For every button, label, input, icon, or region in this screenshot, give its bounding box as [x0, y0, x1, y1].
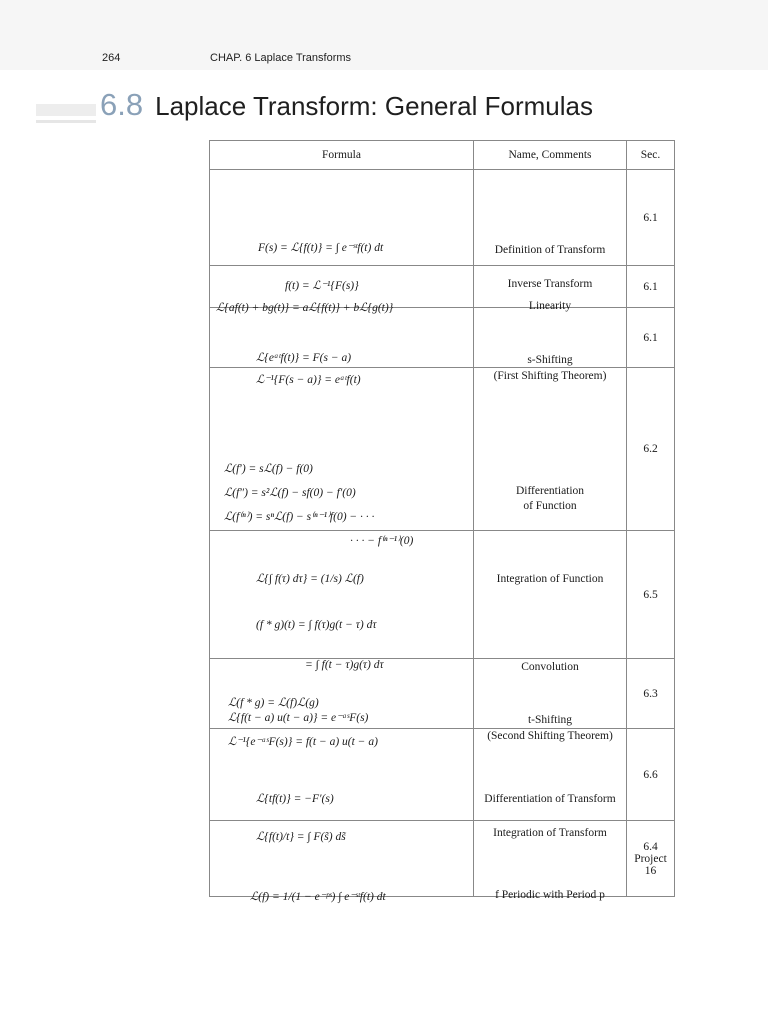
formula-line: ℒ(f′) = sℒ(f) − f(0) [224, 463, 313, 475]
name-cell [474, 531, 627, 673]
column-header-name: Name, Comments [474, 141, 627, 170]
table-row [210, 308, 675, 368]
formula-cell [210, 170, 474, 292]
section-cell: 6.3 [627, 659, 675, 729]
formula-line: f(t) = ℒ⁻¹{F(s)} [285, 279, 359, 292]
laplace-formula-table [209, 140, 675, 903]
name-line: Integration of Function [496, 573, 604, 585]
formula-line: = ∫ f(t − τ)g(τ) dτ [305, 658, 384, 671]
name-line: Differentiation of Transform [484, 792, 616, 805]
section-cell: 6.2 [627, 368, 675, 531]
formula-line: ℒ(f) = 1/(1 − e⁻ᵖˢ) ∫ e⁻ˢᵗf(t) dt [250, 890, 386, 903]
formula-line: ℒ{af(t) + bg(t)} = aℒ{f(t)} + bℒ{g(t)} [216, 301, 394, 314]
formula-cell [210, 368, 474, 585]
name-line: f Periodic with Period p [495, 888, 605, 901]
formula-line: ℒ{f(t − a) u(t − a)} = e⁻ᵃˢF(s) [228, 711, 369, 724]
section-cell [627, 821, 675, 897]
section-cell: 6.1 [627, 170, 675, 266]
table-row [210, 531, 675, 659]
name-line: Linearity [528, 299, 572, 312]
name-line: Inverse Transform [507, 277, 593, 290]
formula-cell [210, 531, 474, 709]
formula-line: ℒ{tf(t)} = −F′(s) [256, 792, 334, 805]
bleed-through-mark [36, 104, 96, 116]
section-number: 6.8 [100, 87, 144, 122]
section-cell: 6.6 [627, 729, 675, 821]
name-line: Definition of Transform [494, 243, 606, 256]
bleed-through-mark [36, 120, 96, 123]
formula-line: ℒ{f(t)/t} = ∫ F(s̃) ds̃ [256, 830, 346, 843]
section-cell: 6.1 [627, 266, 675, 308]
formula-line: ℒ(f⁽ⁿ⁾) = sⁿℒ(f) − s⁽ⁿ⁻¹⁾f(0) − · · · [224, 511, 375, 523]
name-cell [474, 729, 627, 839]
column-header-formula: Formula [210, 141, 474, 170]
formula-line: ℒ(f * g) = ℒ(f)ℒ(g) [228, 696, 319, 709]
section-cell: 6.1 [627, 308, 675, 368]
section-title-text: Laplace Transform: General Formulas [155, 91, 593, 121]
section-line: 16 [644, 864, 657, 877]
formula-line: ℒ(f″) = s²ℒ(f) − sf(0) − f′(0) [224, 487, 356, 499]
column-header-section: Sec. [627, 141, 675, 170]
page-number: 264 [102, 52, 121, 64]
section-title [100, 86, 593, 123]
section-line: 6.4 [643, 840, 658, 853]
table-header-row [210, 141, 675, 170]
formula-line: ℒ⁻¹{F(s − a)} = eᵃᵗf(t) [256, 373, 361, 386]
section-line: Project [634, 852, 667, 865]
formula-line: · · · − f⁽ⁿ⁻¹⁾(0) [350, 535, 414, 547]
running-head: CHAP. 6 Laplace Transforms [210, 52, 352, 64]
formula-line: ℒ⁻¹{e⁻ᵃˢF(s)} = f(t − a) u(t − a) [228, 735, 378, 748]
formula-line: (f * g)(t) = ∫ f(τ)g(t − τ) dτ [256, 618, 377, 631]
formula-line: ℒ{∫ f(τ) dτ} = (1/s) ℒ(f) [256, 573, 364, 585]
table-row [210, 170, 675, 266]
name-line: Convolution [521, 660, 579, 673]
name-line: s-Shifting [527, 353, 573, 366]
section-cell: 6.5 [627, 531, 675, 659]
formula-line: ℒ{eᵃᵗf(t)} = F(s − a) [256, 351, 352, 364]
name-line: Differentiation [515, 485, 585, 497]
formula-cell [210, 308, 474, 386]
table-row [210, 368, 675, 531]
name-line: t-Shifting [527, 713, 573, 726]
name-cell [474, 170, 627, 290]
name-line: of Function [523, 500, 577, 512]
name-cell [474, 308, 627, 382]
name-line: (First Shifting Theorem) [493, 369, 607, 382]
name-cell [474, 368, 627, 585]
formula-line: F(s) = ℒ{f(t)} = ∫ e⁻ˢᵗf(t) dt [258, 241, 384, 254]
name-line: Integration of Transform [493, 826, 607, 839]
name-line: (Second Shifting Theorem) [487, 729, 613, 742]
